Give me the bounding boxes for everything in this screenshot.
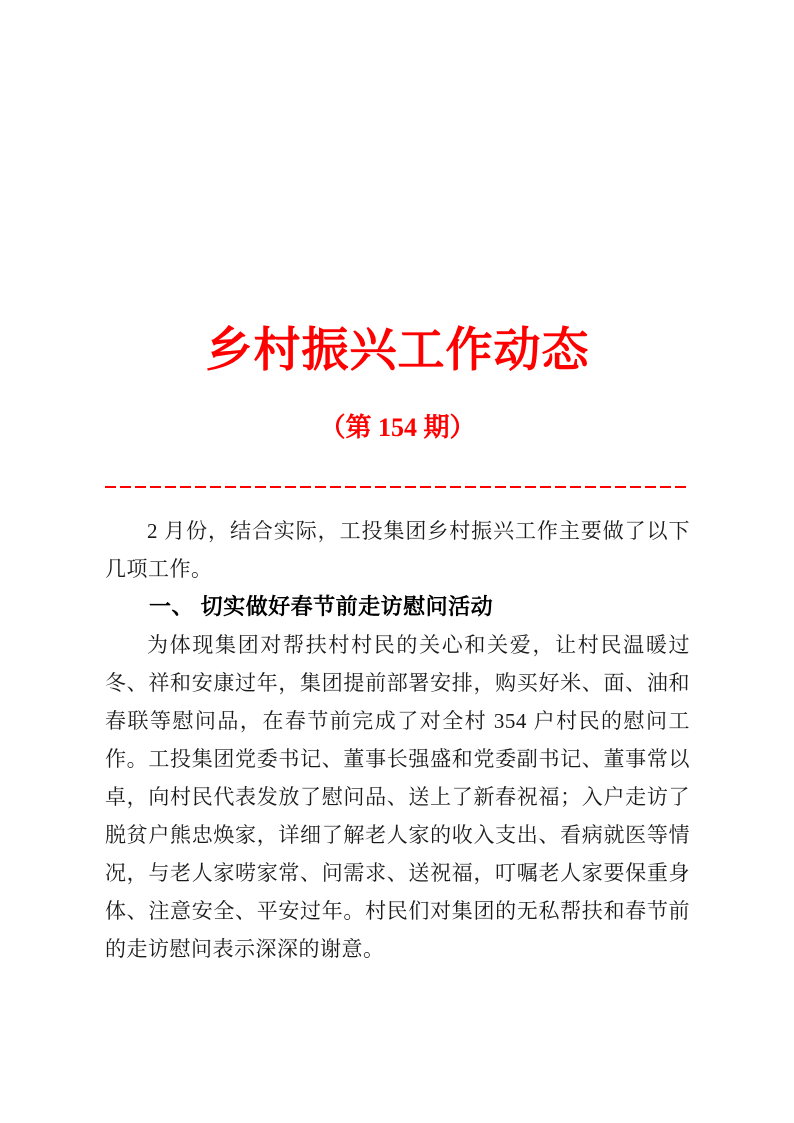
section-1-paragraph: 为体现集团对帮扶村村民的关心和关爱，让村民温暖过冬、祥和安康过年，集团提前部署安排，购买好米、面、油和春联等慰问品，在春节前完成了对全村 354 户村民的慰问工作。工投集团党委书记、董事长强盛和党委副书记、董事常以卓，向村民代表发放了慰问品、送上了新春祝福；入户走访了脱贫户熊忠焕家，详细了解老人家的收入支出、看病就医等情况，与老人家唠家常、问需求、送祝福，叮嘱老人家要保重身体、注意安全、平安过年。村民们对集团的无私帮扶和春节前的走访慰问表示深深的谢意。 <box>105 633 690 961</box>
document-title: 乡村振兴工作动态 <box>205 325 590 377</box>
section-1-heading: 一、 切实做好春节前走访慰问活动 <box>149 594 494 619</box>
document-body <box>105 512 690 968</box>
masthead-divider-rule <box>105 486 690 488</box>
intro-paragraph: 2 月份，结合实际，工投集团乡村振兴工作主要做了以下几项工作。 <box>105 519 690 581</box>
issue-number: （第 154 期） <box>319 413 476 442</box>
